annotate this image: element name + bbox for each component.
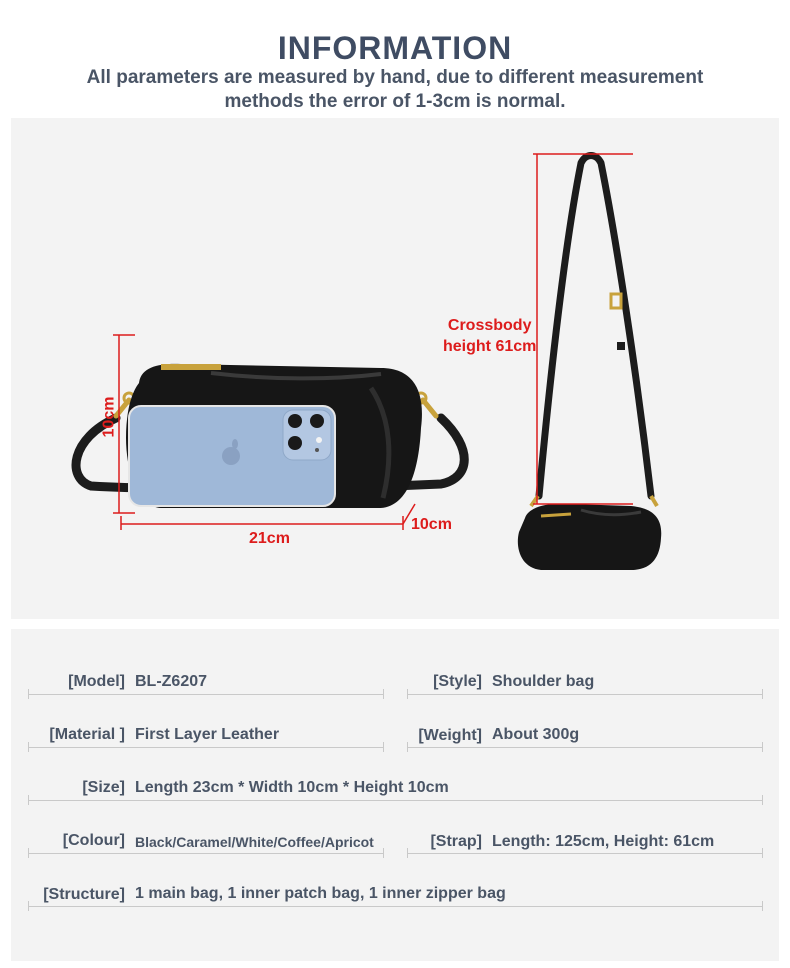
spec-key-material: [Material ] bbox=[49, 726, 125, 743]
depth-dimension-label: 10cm bbox=[411, 516, 452, 533]
spec-value-model: BL-Z6207 bbox=[135, 673, 208, 690]
row-divider bbox=[28, 689, 384, 699]
page-title: INFORMATION bbox=[277, 30, 513, 66]
spec-key-weight: [Weight] bbox=[418, 727, 482, 744]
specification-panel bbox=[11, 629, 779, 961]
product-photo-panel bbox=[11, 118, 779, 619]
bag-front-view bbox=[76, 364, 464, 508]
crossbody-label-line-2: height 61cm bbox=[443, 338, 537, 355]
row-divider bbox=[407, 689, 763, 699]
spec-key-colour: [Colour] bbox=[62, 832, 125, 849]
bag-crossbody-view bbox=[518, 156, 661, 571]
subtitle-line-2: methods the error of 1-3cm is normal. bbox=[224, 91, 566, 112]
spec-value-size: Length 23cm * Width 10cm * Height 10cm bbox=[135, 779, 449, 796]
spec-value-structure: 1 main bag, 1 inner patch bag, 1 inner zipper bag bbox=[135, 885, 506, 902]
spec-value-weight: About 300g bbox=[492, 726, 580, 743]
spec-value-strap: Length: 125cm, Height: 61cm bbox=[492, 833, 715, 850]
spec-value-material: First Layer Leather bbox=[135, 726, 280, 743]
crossbody-label-line-1: Crossbody bbox=[447, 317, 532, 334]
row-divider bbox=[28, 795, 763, 805]
row-divider bbox=[28, 742, 384, 752]
spec-value-style: Shoulder bag bbox=[492, 673, 595, 690]
row-divider bbox=[407, 848, 763, 858]
width-dimension-label: 21cm bbox=[249, 530, 290, 547]
spec-key-structure: [Structure] bbox=[43, 886, 125, 903]
row-divider bbox=[28, 848, 384, 858]
dimension-lines-crossbody bbox=[533, 154, 633, 504]
spec-key-strap: [Strap] bbox=[430, 833, 482, 850]
spec-key-style: [Style] bbox=[433, 673, 482, 690]
spec-key-size: [Size] bbox=[82, 779, 125, 796]
page-subtitle bbox=[0, 66, 790, 114]
row-divider bbox=[28, 901, 763, 911]
crossbody-height-label bbox=[443, 315, 536, 357]
row-divider bbox=[407, 742, 763, 752]
height-dimension-label: 10cm bbox=[100, 396, 118, 438]
spec-key-model: [Model] bbox=[68, 673, 125, 690]
subtitle-line-1: All parameters are measured by hand, due to different measurement bbox=[86, 67, 704, 88]
spec-value-colour: Black/Caramel/White/Coffee/Apricot bbox=[135, 834, 374, 850]
product-illustration bbox=[11, 118, 779, 619]
